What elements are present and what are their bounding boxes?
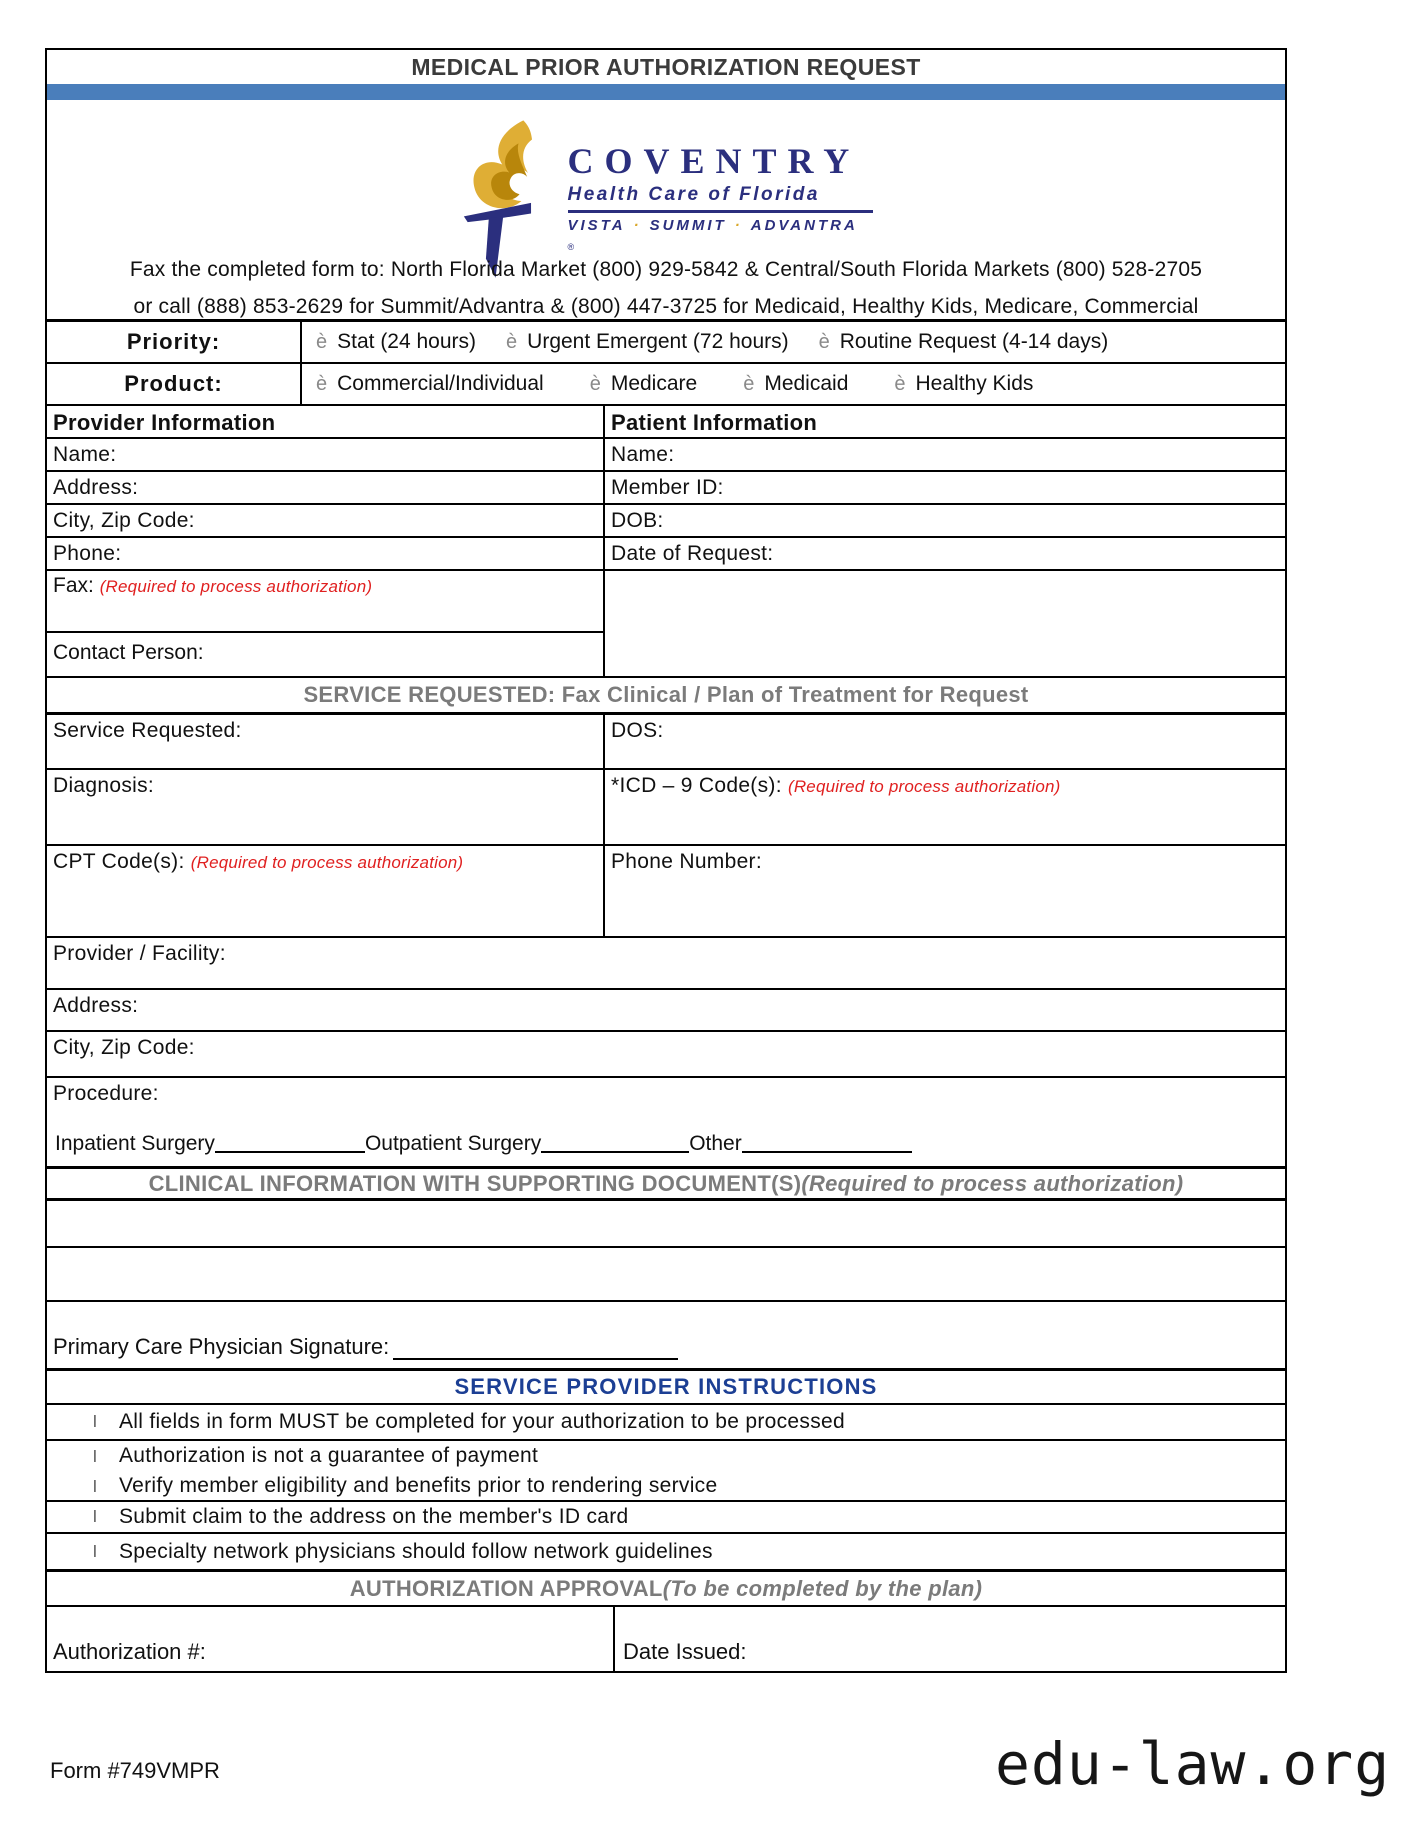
watermark-text: edu-law.org — [995, 1730, 1391, 1798]
bullet-icon: l — [93, 1476, 98, 1496]
icd-label: *ICD – 9 Code(s): — [611, 774, 782, 797]
logo-text-block — [568, 140, 873, 252]
instruction-row — [47, 1403, 1285, 1439]
service-requested-header-row — [47, 676, 1285, 715]
brand-separator-icon: · — [734, 217, 743, 234]
registered-trademark-icon: ® — [567, 242, 575, 252]
product-option-label: Commercial/Individual — [337, 372, 544, 395]
cpt-code-field[interactable] — [47, 846, 605, 936]
service-requested-header: SERVICE REQUESTED: Fax Clinical / Plan of Treatment for Request — [303, 682, 1029, 707]
priority-label: Priority: — [47, 322, 302, 362]
clinical-info-header — [149, 1171, 1184, 1197]
signature-row — [47, 1300, 1285, 1368]
product-option-healthy-kids[interactable] — [894, 372, 1033, 396]
contact-person-field[interactable]: Contact Person: — [53, 641, 204, 664]
other-surgery-label: Other — [689, 1132, 742, 1155]
provider-facility-field[interactable]: Provider / Facility: — [53, 942, 226, 965]
info-field-row — [47, 503, 1285, 536]
icd-required-note: (Required to process authorization) — [787, 777, 1061, 796]
fax-contact-left-column — [47, 571, 605, 676]
priority-option-stat[interactable] — [316, 330, 476, 354]
logo-section — [47, 100, 1285, 319]
instruction-text: Authorization is not a guarantee of payment — [119, 1443, 539, 1467]
outpatient-surgery-label: Outpatient Surgery — [364, 1132, 542, 1155]
patient-date-of-request-field[interactable]: Date of Request: — [611, 542, 774, 565]
product-label: Product: — [47, 364, 302, 404]
facility-address-field[interactable]: Address: — [53, 994, 139, 1017]
dos-field[interactable]: DOS: — [611, 719, 664, 742]
instructions-header-row — [47, 1368, 1285, 1403]
date-issued-field[interactable]: Date Issued: — [623, 1639, 747, 1664]
bullet-icon: l — [93, 1541, 98, 1561]
product-row — [47, 362, 1285, 404]
provider-info-header: Provider Information — [47, 406, 605, 437]
radio-marker-icon[interactable]: è — [743, 373, 755, 395]
diagnosis-field[interactable]: Diagnosis: — [47, 770, 605, 844]
instruction-text: Submit claim to the address on the member's ID card — [119, 1505, 629, 1528]
instruction-item — [47, 1444, 1285, 1468]
cpt-phone-row — [47, 844, 1285, 936]
patient-dob-field[interactable]: DOB: — [611, 509, 664, 532]
facility-address-row — [47, 988, 1285, 1030]
logo-divider — [568, 210, 873, 213]
product-option-medicaid[interactable] — [743, 372, 848, 396]
logo-sub-brands — [568, 217, 873, 234]
product-option-label: Medicaid — [764, 372, 849, 395]
logo-tagline: Health Care of Florida — [567, 184, 820, 205]
provider-name-field[interactable]: Name: — [47, 439, 605, 470]
fax-instruction-line: Fax the completed form to: North Florida Market (800) 929-5842 & Central/South Florida Markets (800) 528-2705 — [129, 258, 1203, 281]
coventry-logo — [460, 116, 873, 254]
bullet-icon: l — [93, 1412, 98, 1431]
priority-options — [302, 322, 1285, 362]
patient-member-id-field[interactable]: Member ID: — [611, 476, 724, 499]
instruction-row — [47, 1439, 1285, 1500]
bullet-icon: l — [93, 1507, 98, 1526]
service-requested-field[interactable]: Service Requested: — [47, 715, 605, 768]
product-option-medicare[interactable] — [590, 372, 698, 396]
radio-marker-icon[interactable]: è — [316, 373, 328, 395]
call-instruction-line: or call (888) 853-2629 for Summit/Advantra & (800) 447-3725 for Medicaid, Healthy Kids, Medicare, Commercial — [133, 295, 1199, 318]
pcp-signature-blank[interactable] — [393, 1356, 678, 1360]
info-header-row — [47, 404, 1285, 437]
provider-phone-field[interactable]: Phone: — [47, 538, 605, 569]
clinical-notes-area[interactable] — [47, 1201, 1285, 1246]
approval-header-note: (To be completed by the plan) — [662, 1575, 983, 1601]
priority-option-label: Stat (24 hours) — [337, 330, 477, 353]
clinical-notes-area[interactable] — [47, 1246, 1285, 1300]
service-dos-row — [47, 715, 1285, 768]
instruction-item — [47, 1405, 845, 1439]
logo-brand-vista: VISTA — [567, 217, 626, 234]
instruction-item — [47, 1534, 713, 1569]
fax-contact-row — [47, 569, 1285, 676]
radio-marker-icon[interactable]: è — [589, 373, 601, 395]
logo-brand-name: COVENTRY — [567, 141, 861, 181]
patient-name-field[interactable]: Name: — [611, 443, 675, 466]
radio-marker-icon[interactable]: è — [316, 331, 328, 353]
phone-number-field[interactable]: Phone Number: — [611, 850, 762, 873]
priority-option-label: Routine Request (4-14 days) — [839, 330, 1109, 353]
cpt-label: CPT Code(s): — [53, 850, 185, 873]
product-option-label: Healthy Kids — [915, 372, 1034, 395]
instruction-row — [47, 1532, 1285, 1569]
product-option-commercial[interactable] — [316, 372, 544, 396]
cpt-required-note: (Required to process authorization) — [190, 853, 464, 872]
form-title-row — [47, 50, 1285, 84]
brand-separator-icon: · — [633, 217, 642, 234]
fax-label: Fax: — [53, 574, 94, 597]
provider-address-field[interactable]: Address: — [47, 472, 605, 503]
approval-header-row — [47, 1569, 1285, 1605]
provider-facility-row — [47, 936, 1285, 988]
inpatient-surgery-blank[interactable] — [215, 1149, 365, 1153]
instruction-text: All fields in form MUST be completed for your authorization to be processed — [119, 1410, 845, 1433]
facility-city-zip-field[interactable]: City, Zip Code: — [53, 1036, 195, 1059]
form-number: Form #749VMPR — [50, 1758, 220, 1783]
authorization-number-field[interactable]: Authorization #: — [47, 1607, 615, 1671]
surgery-type-line — [47, 1132, 1285, 1166]
info-field-row — [47, 536, 1285, 569]
radio-marker-icon[interactable]: è — [506, 331, 518, 353]
priority-row — [47, 319, 1285, 362]
patient-info-header: Patient Information — [611, 410, 818, 435]
provider-city-zip-field[interactable]: City, Zip Code: — [47, 505, 605, 536]
clinical-info-header-text: CLINICAL INFORMATION WITH SUPPORTING DOCUMENT(S) — [148, 1170, 802, 1196]
priority-option-routine[interactable] — [819, 330, 1109, 354]
inpatient-surgery-label: Inpatient Surgery — [55, 1132, 215, 1155]
approval-header — [350, 1576, 983, 1602]
procedure-row — [47, 1076, 1285, 1166]
logo-brand-summit: SUMMIT — [649, 217, 727, 234]
outpatient-surgery-blank[interactable] — [541, 1149, 689, 1153]
pcp-signature-label: Primary Care Physician Signature: — [53, 1334, 390, 1359]
product-option-label: Medicare — [610, 372, 698, 395]
diagnosis-icd-row — [47, 768, 1285, 844]
radio-marker-icon[interactable]: è — [818, 331, 830, 353]
procedure-field[interactable]: Procedure: — [53, 1082, 159, 1105]
instruction-item — [47, 1474, 1285, 1498]
instruction-text: Verify member eligibility and benefits prior to rendering service — [119, 1473, 718, 1497]
clinical-info-required-note: (Required to process authorization) — [801, 1170, 1184, 1196]
fax-required-note: (Required to process authorization) — [99, 577, 373, 596]
page-title: MEDICAL PRIOR AUTHORIZATION REQUEST — [411, 53, 921, 80]
authorization-form — [45, 48, 1287, 1673]
instruction-text: Specialty network physicians should follow network guidelines — [119, 1539, 713, 1563]
priority-option-label: Urgent Emergent (72 hours) — [527, 330, 789, 353]
radio-marker-icon[interactable]: è — [894, 373, 906, 395]
authorization-row — [47, 1605, 1285, 1671]
product-options — [302, 364, 1285, 404]
icd-code-field[interactable] — [605, 770, 1285, 844]
patient-info-empty-cell[interactable] — [605, 571, 1285, 676]
info-field-row — [47, 470, 1285, 503]
provider-fax-field[interactable] — [47, 571, 603, 633]
priority-option-urgent[interactable] — [506, 330, 789, 354]
facility-city-zip-row — [47, 1030, 1285, 1076]
instructions-header: SERVICE PROVIDER INSTRUCTIONS — [454, 1374, 878, 1399]
other-surgery-blank[interactable] — [742, 1149, 912, 1153]
bullet-icon: l — [93, 1446, 98, 1466]
instruction-row — [47, 1500, 1285, 1532]
instruction-item — [47, 1502, 629, 1532]
logo-brand-advantra: ADVANTRA — [750, 217, 858, 234]
accent-bar — [47, 84, 1285, 100]
approval-header-text: AUTHORIZATION APPROVAL — [349, 1575, 663, 1601]
info-field-row — [47, 437, 1285, 470]
clinical-info-header-row — [47, 1166, 1285, 1201]
